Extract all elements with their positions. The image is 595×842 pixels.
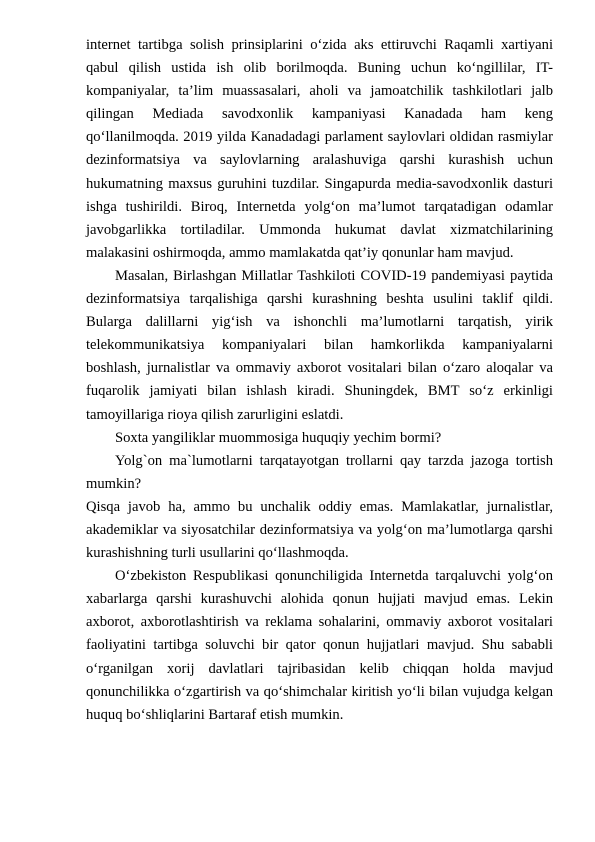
- paragraph-uzbekistan-legislation: O‘zbekiston Respublikasi qonunchiligida Internetda tarqaluvchi yolg‘on xabarlarga qarshi kurashuvchi alohida qonun hujjati mavjud emas. Lekin axborot, axborotlashtirish va reklama sohalarini, ommaviy axborot vositalari faoliyatini tartibga soluvchi bir qator qonun hujjatlari mavjud. Shu sababli o‘rganilgan xorij davlatlari tajribasidan kelib chiqqan holda mavjud qonunchilikka o‘zgartirish va qo‘shimchalar kiritish yo‘li bilan vujudga kelgan huquq bo‘shliqlarini Bartaraf etish mumkin.: [86, 568, 553, 723]
- paragraph-question-legal-solution: Soxta yangiliklar muommosiga huquqiy yechim bormi?: [115, 429, 442, 446]
- paragraph-question-trolls: Yolg`on ma`lumotlarni tarqatayotgan trollarni qay tarzda jazoga tortish mumkin?: [86, 452, 553, 492]
- document-body: [86, 34, 553, 727]
- paragraph-short-answer: Qisqa javob ha, ammo bu unchalik oddiy emas. Mamlakatlar, jurnalistlar, akademiklar va siyosatchilar dezinformatsiya va yolg‘on ma’lumotlarga qarshi kurashishning turli usullarini qo‘llashmoqda.: [86, 498, 553, 562]
- paragraph-continuation: internet tartibga solish prinsiplarini o‘zida aks ettiruvchi Raqamli xartiyani qabul qilish ustida ish olib borilmoqda. Buning uchun ko‘ngillilar, IT-kompaniyalar, ta’lim muassasalari, aholi va jamoatchilik tashkilotlari jalb qilingan Mediada savodxonlik kampaniyasi Kanadada ham keng qo‘llanilmoqda. 2019 yilda Kanadadagi parlament saylovlari oldidan rasmiylar dezinformatsiya va saylovlarning aralashuviga qarshi kurashish uchun hukumatning maxsus guruhini tuzdilar. Singapurda media-savodxonlik dasturi ishga tushirildi. Biroq, Internetda yolg‘on ma’lumot tarqatadigan odamlar javobgarlikka tortiladilar. Ummonda hukumat davlat xizmatchilarining malakasini oshirmoqda, ammo mamlakatda qat’iy qonunlar ham mavjud.: [86, 37, 553, 261]
- paragraph-un-example: Masalan, Birlashgan Millatlar Tashkiloti COVID-19 pandemiyasi paytida dezinformatsiya tarqalishiga qarshi kurashning beshta usulini taklif qildi. Bularga dalillarni yig‘ish va ishonchli ma’lumotlarni tarqatish, yirik telekommunikatsiya kompaniyalari bilan hamkorlikda kampaniyalarni boshlash, jurnalistlar va ommaviy axborot vositalari bilan o‘zaro aloqalar va fuqarolik jamiyati bilan ishlash kiradi. Shuningdek, BMT so‘z erkinligi tamoyillariga rioya qilish zarurligini eslatdi.: [86, 267, 553, 423]
